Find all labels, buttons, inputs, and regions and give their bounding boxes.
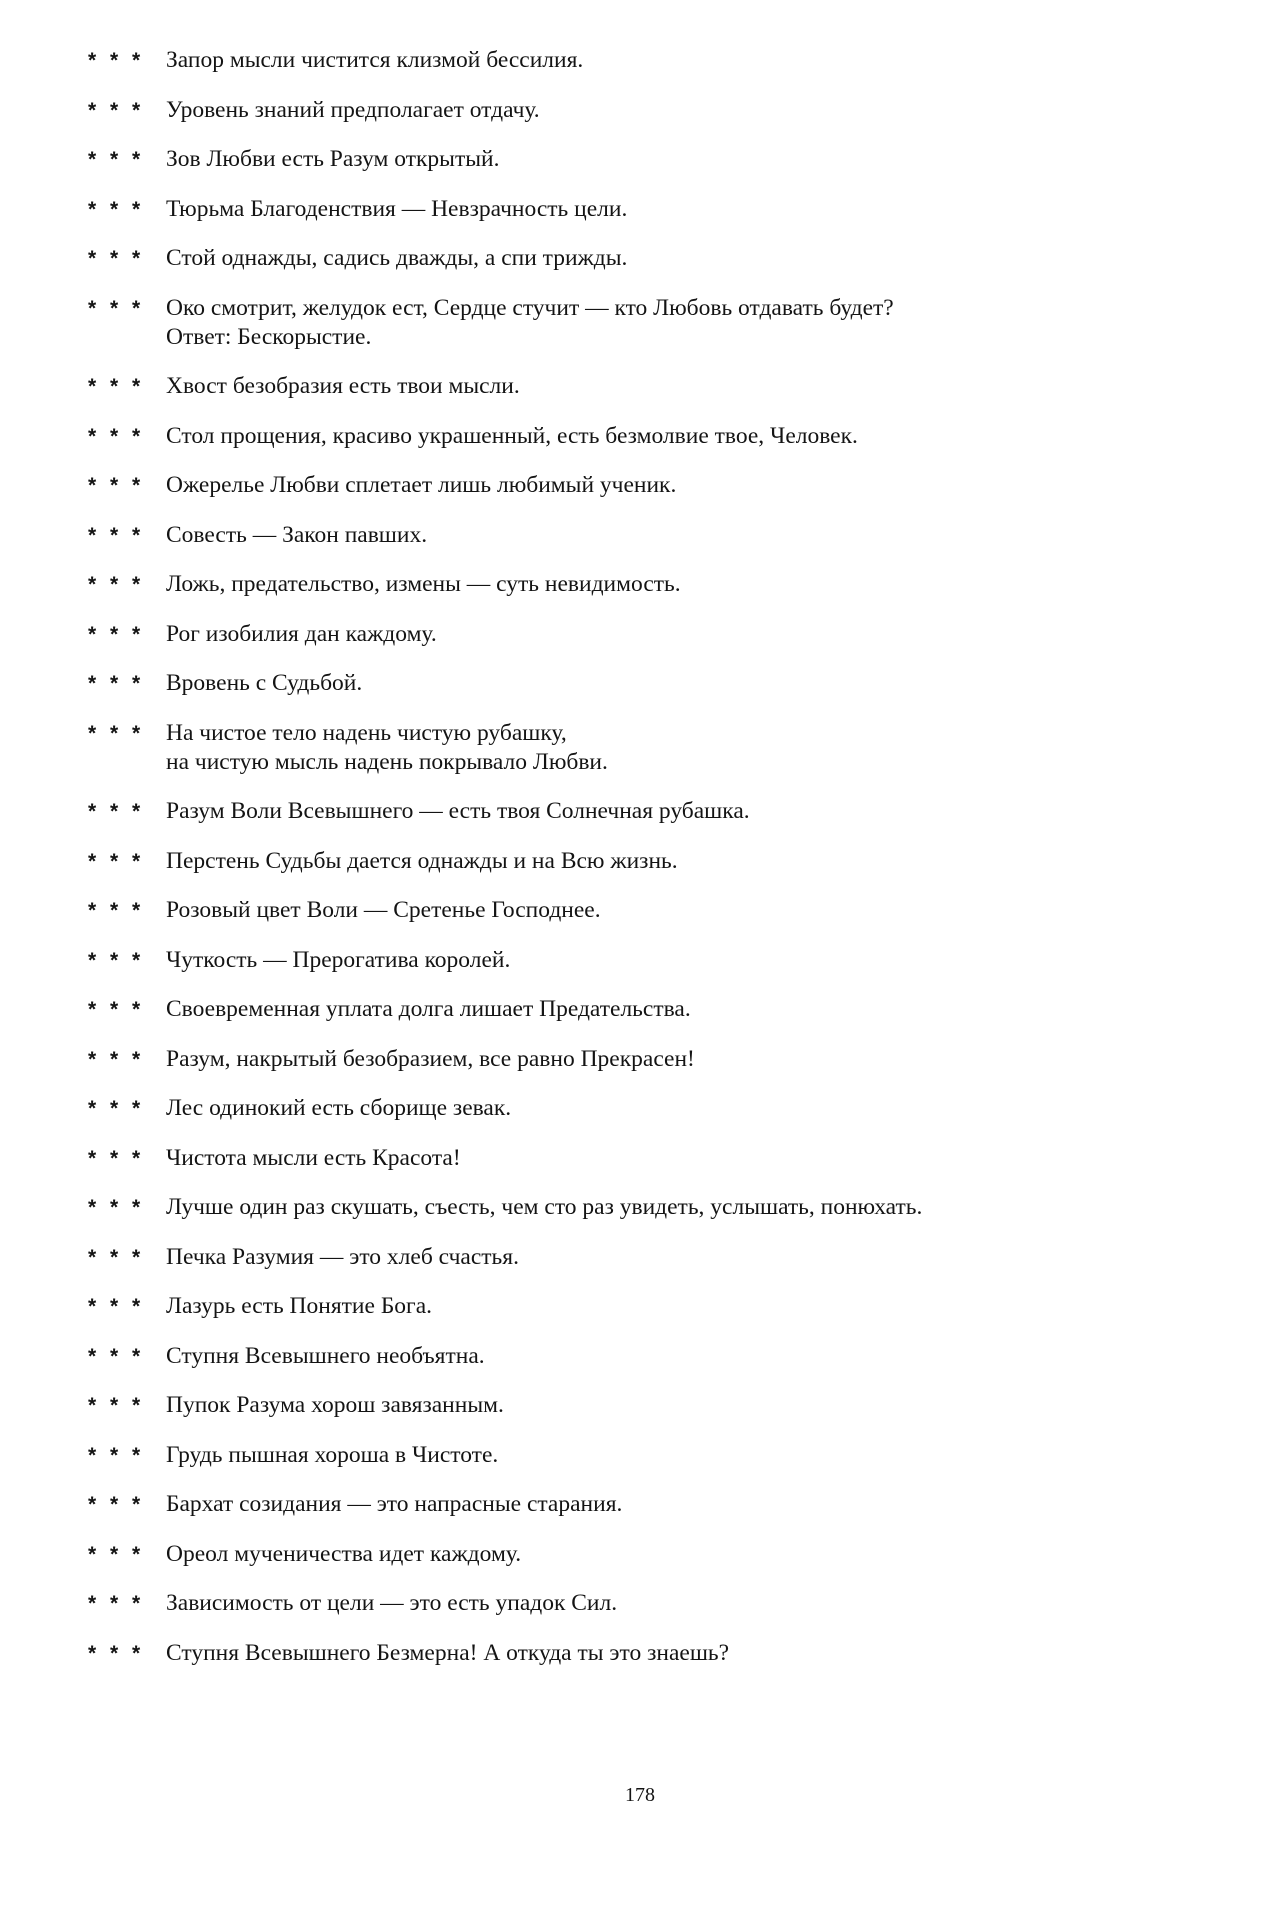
aphorism-text: Зависимость от цели — это есть упадок Сил. [166, 1590, 618, 1616]
aphorism-marker: * * * [88, 1047, 145, 1071]
aphorism-item [88, 96, 1218, 125]
aphorism-marker: * * * [88, 49, 145, 72]
aphorism-text: Рог изобилия дан каждому. [166, 620, 437, 647]
aphorism-marker: * * * [88, 148, 145, 171]
aphorism-marker: * * * [88, 1493, 145, 1516]
aphorism-text: Грудь пышная хороша в Чистоте. [166, 1441, 499, 1468]
aphorism-text: Око смотрит, желудок ест, Сердце стучит — кто Любовь отдавать будет? Ответ: Бескорыстие. [166, 294, 894, 350]
aphorism-text: Ложь, предательство, измены — суть невидимость. [166, 571, 681, 597]
aphorism-item [88, 847, 1218, 876]
aphorism-marker: * * * [88, 998, 145, 1021]
aphorism-item [88, 521, 1218, 550]
aphorism-marker: * * * [88, 375, 145, 398]
aphorism-text: Лазурь есть Понятие Бога. [166, 1293, 433, 1319]
aphorism-marker: * * * [88, 1443, 145, 1467]
aphorism-item [88, 1144, 1218, 1173]
aphorism-item [88, 372, 1218, 401]
aphorism-marker: * * * [88, 523, 145, 547]
aphorism-text: Бархат созидания — это напрасные старания. [166, 1491, 623, 1517]
aphorism-item [88, 1540, 1218, 1569]
aphorism-marker: * * * [88, 1295, 145, 1318]
aphorism-marker: * * * [88, 1344, 145, 1368]
aphorism-item [88, 1342, 1218, 1371]
aphorism-item [88, 1094, 1218, 1123]
aphorism-item [88, 1193, 1218, 1222]
aphorism-item [88, 896, 1218, 925]
aphorism-text: Разум Воли Всевышнего — есть твоя Солнечная рубашка. [166, 798, 750, 824]
aphorism-item [88, 1292, 1218, 1321]
aphorism-text: Лес одинокий есть сборище зевак. [166, 1095, 512, 1121]
aphorism-marker: * * * [88, 1097, 145, 1120]
aphorism-text: Ступня Всевышнего необъятна. [166, 1342, 485, 1369]
aphorism-item [88, 422, 1218, 451]
aphorism-marker: * * * [88, 948, 145, 972]
aphorism-text: Стой однажды, садись дважды, а спи трижды. [166, 245, 628, 271]
aphorism-marker: * * * [88, 474, 145, 497]
aphorism-text: Зов Любви есть Разум открытый. [166, 146, 500, 172]
aphorism-item [88, 995, 1218, 1024]
aphorism-item [88, 620, 1218, 649]
aphorism-item [88, 294, 1218, 352]
aphorism-item [88, 1639, 1218, 1668]
aphorism-text: Стол прощения, красиво украшенный, есть безмолвие твое, Человек. [166, 422, 858, 449]
aphorism-text: Ожерелье Любви сплетает лишь любимый ученик. [166, 472, 677, 498]
aphorism-marker: * * * [88, 247, 145, 270]
aphorism-item [88, 797, 1218, 826]
aphorism-text: Запор мысли чистится клизмой бессилия. [166, 47, 584, 73]
aphorism-marker: * * * [88, 1196, 145, 1219]
aphorism-text: Ореол мученичества идет каждому. [166, 1540, 522, 1567]
aphorism-text: Чуткость — Прерогатива королей. [166, 946, 511, 973]
aphorism-item [88, 1490, 1218, 1519]
aphorism-marker: * * * [88, 849, 145, 873]
aphorism-text: Розовый цвет Воли — Сретенье Господнее. [166, 897, 601, 923]
aphorism-marker: * * * [88, 1245, 145, 1269]
aphorism-marker: * * * [88, 1146, 145, 1170]
aphorism-item [88, 195, 1218, 224]
aphorism-item [88, 719, 1218, 777]
aphorism-marker: * * * [88, 98, 145, 122]
aphorism-item [88, 669, 1218, 698]
aphorism-marker: * * * [88, 800, 145, 823]
aphorism-item [88, 946, 1218, 975]
aphorism-text: Перстень Судьбы дается однажды и на Всю жизнь. [166, 847, 678, 874]
aphorism-marker: * * * [88, 296, 145, 320]
aphorism-text: Разум, накрытый безобразием, все равно Прекрасен! [166, 1045, 695, 1072]
aphorism-text: Хвост безобразия есть твои мысли. [166, 373, 520, 399]
aphorism-text: Своевременная уплата долга лишает Предательства. [166, 996, 691, 1022]
page-number: 178 [625, 1784, 655, 1806]
aphorism-item [88, 1045, 1218, 1074]
aphorism-marker: * * * [88, 1394, 145, 1417]
aphorism-marker: * * * [88, 672, 145, 695]
aphorism-marker: * * * [88, 622, 145, 646]
aphorism-text: Пупок Разума хорош завязанным. [166, 1392, 504, 1418]
aphorism-text: Ступня Всевышнего Безмерна! А откуда ты это знаешь? [166, 1639, 730, 1666]
aphorism-text: На чистое тело надень чистую рубашку, на чистую мысль надень покрывало Любви. [166, 719, 608, 775]
aphorism-item [88, 145, 1218, 174]
aphorism-text: Лучше один раз скушать, съесть, чем сто раз увидеть, услышать, понюхать. [166, 1194, 923, 1220]
aphorism-text: Вровень с Судьбой. [166, 670, 363, 696]
aphorism-marker: * * * [88, 899, 145, 922]
aphorism-item [88, 1589, 1218, 1618]
aphorism-marker: * * * [88, 1592, 145, 1615]
aphorism-text: Чистота мысли есть Красота! [166, 1144, 461, 1171]
aphorism-item [88, 1441, 1218, 1470]
aphorism-text: Тюрьма Благоденствия — Невзрачность цели. [166, 195, 628, 222]
aphorism-marker: * * * [88, 573, 145, 596]
aphorism-marker: * * * [88, 721, 145, 745]
aphorism-item [88, 570, 1218, 599]
aphorism-list [88, 46, 1218, 1688]
aphorism-marker: * * * [88, 1542, 145, 1566]
aphorism-item [88, 471, 1218, 500]
aphorism-item [88, 244, 1218, 273]
aphorism-text: Печка Разумия — это хлеб счастья. [166, 1243, 519, 1270]
aphorism-text: Уровень знаний предполагает отдачу. [166, 96, 540, 123]
aphorism-marker: * * * [88, 424, 145, 448]
aphorism-marker: * * * [88, 197, 145, 221]
aphorism-text: Совесть — Закон павших. [166, 521, 428, 548]
aphorism-item [88, 46, 1218, 75]
aphorism-item [88, 1243, 1218, 1272]
aphorism-marker: * * * [88, 1641, 145, 1665]
aphorism-item [88, 1391, 1218, 1420]
